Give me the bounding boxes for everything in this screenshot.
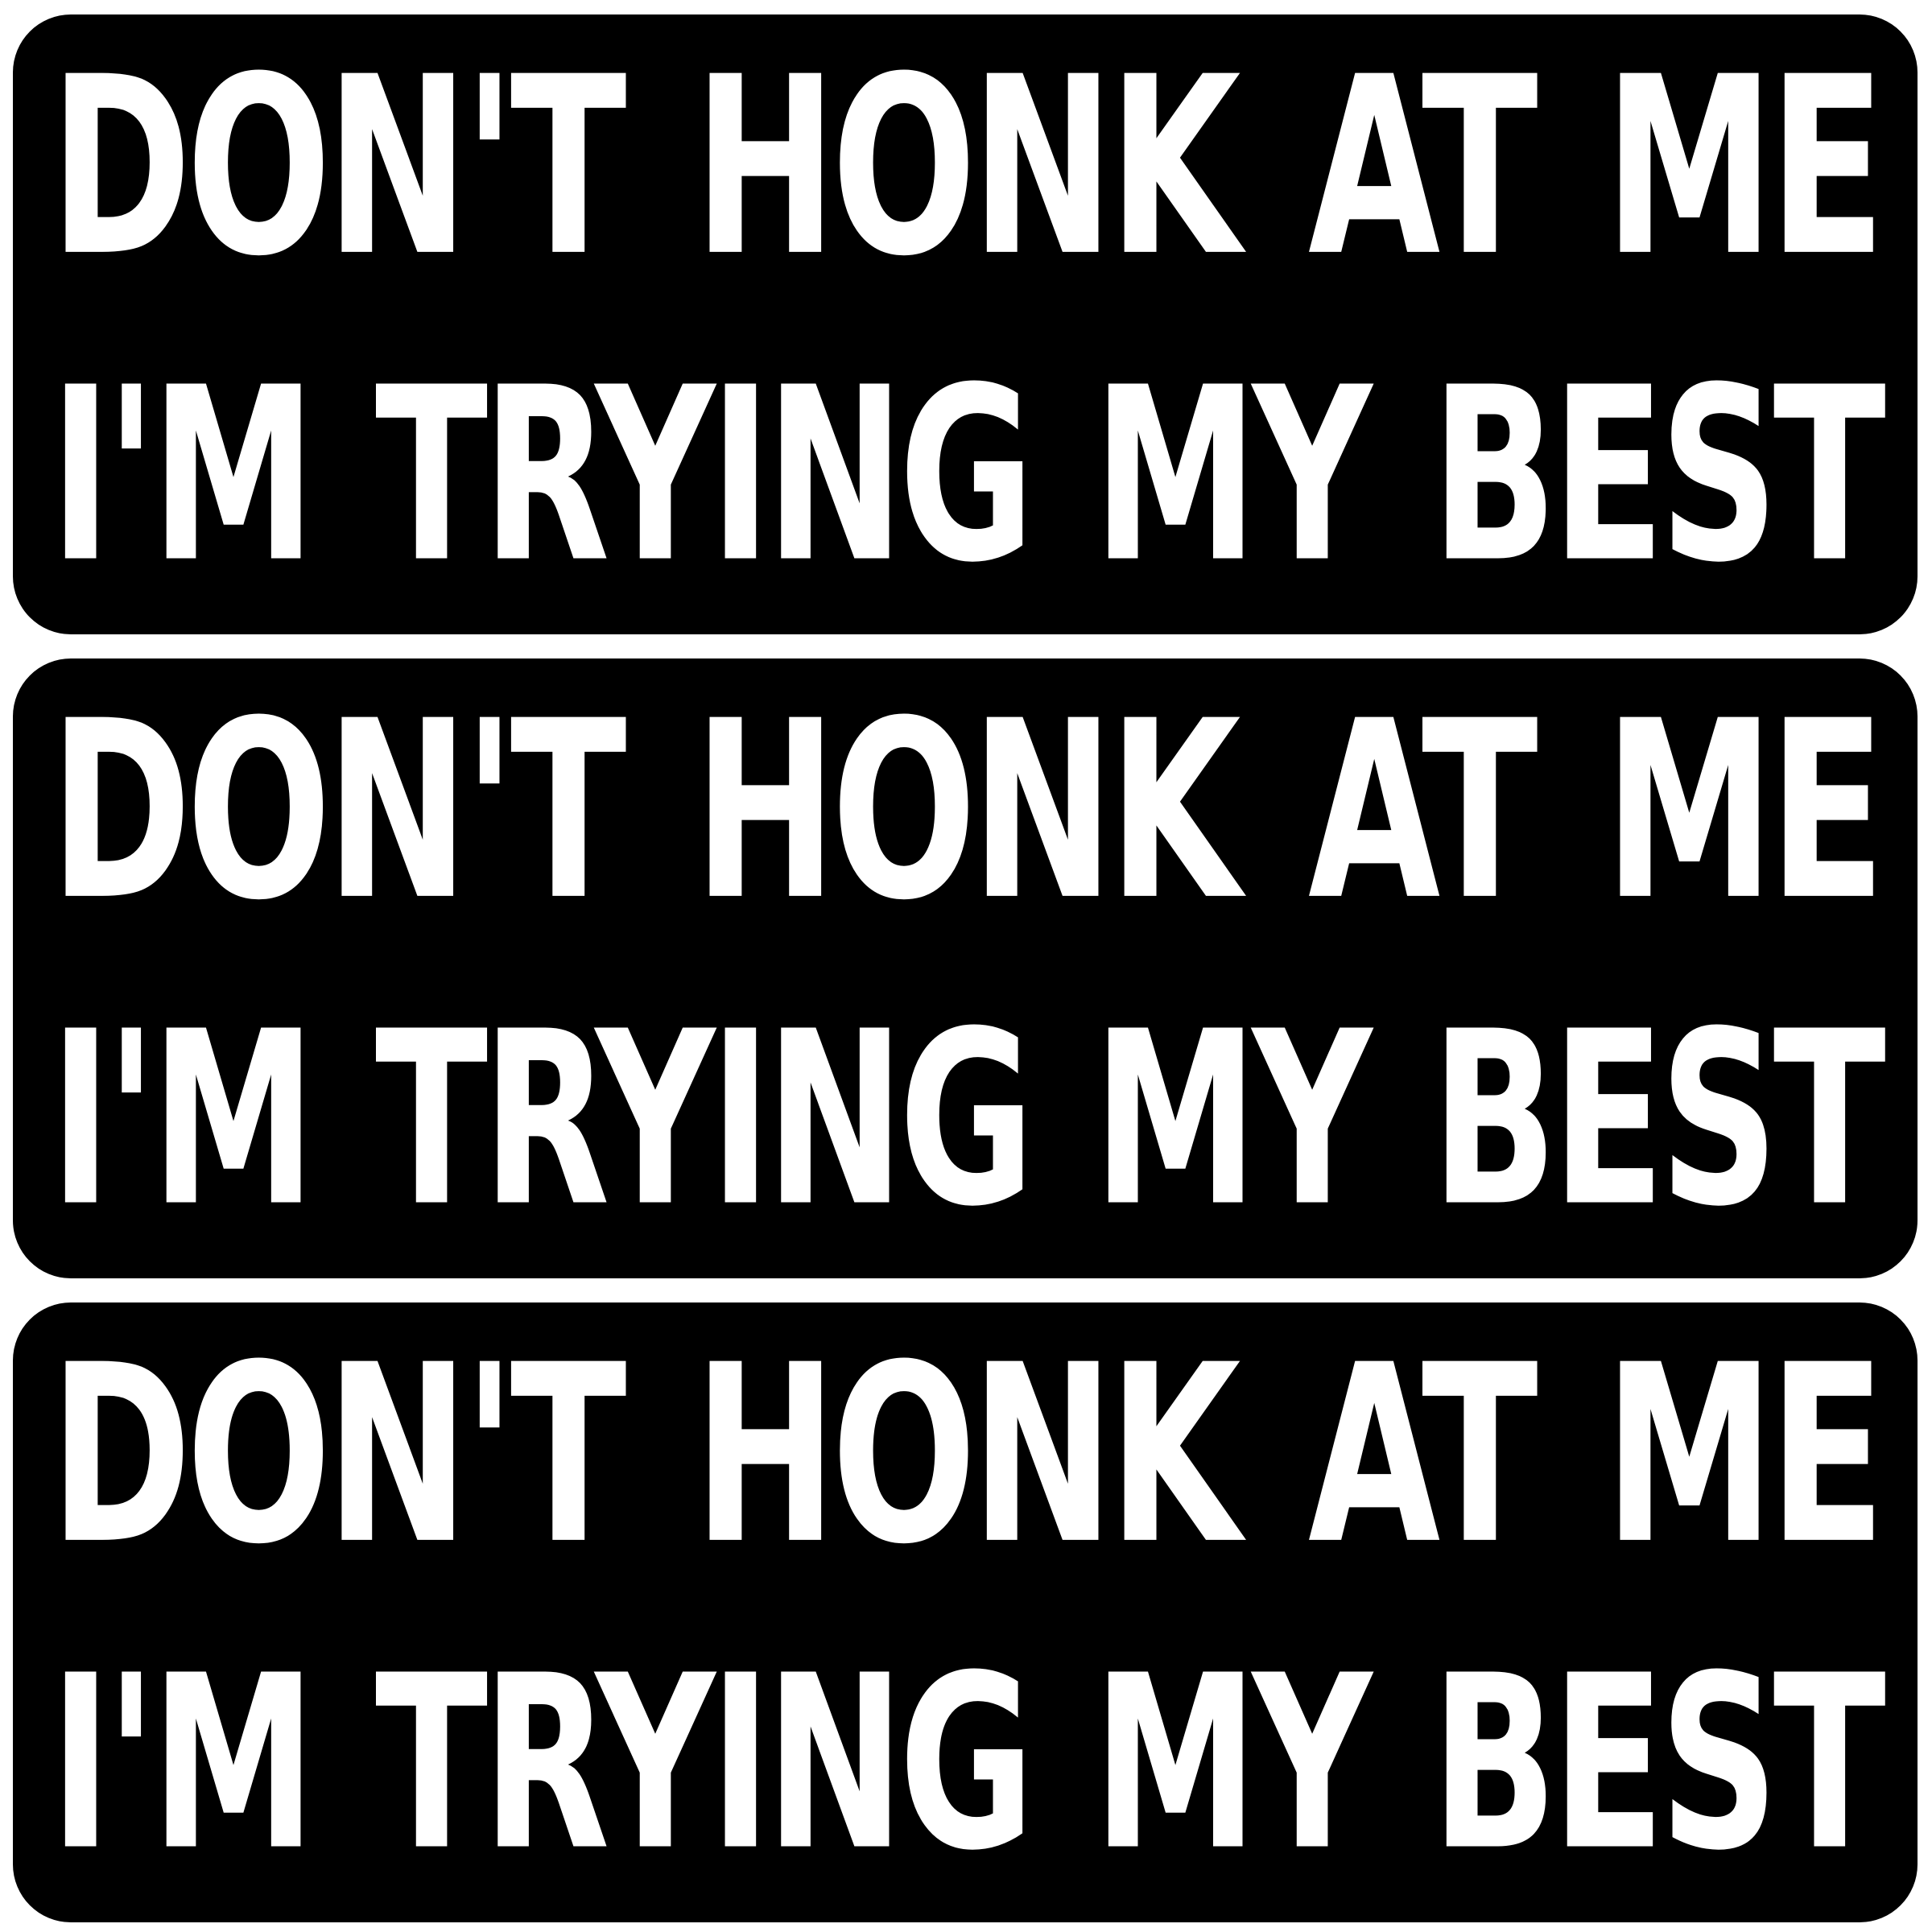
- word-at: AT: [1307, 23, 1533, 310]
- word-at: AT: [1307, 667, 1533, 954]
- sticker-line-top: [50, 23, 1880, 310]
- word-my: MY: [1093, 1624, 1367, 1904]
- word-dont: DON'T: [50, 23, 621, 310]
- sticker-line-bottom: [50, 336, 1880, 616]
- word-trying: TRYING: [374, 980, 1030, 1260]
- word-me: ME: [1604, 23, 1880, 310]
- word-me: ME: [1604, 667, 1880, 954]
- word-my: MY: [1093, 980, 1367, 1260]
- sticker-line-bottom: [50, 980, 1880, 1260]
- word-best: BEST: [1430, 980, 1880, 1260]
- bumper-sticker-3: [13, 1302, 1918, 1922]
- word-trying: TRYING: [374, 1624, 1030, 1904]
- word-my: MY: [1093, 336, 1367, 616]
- word-honk: HONK: [693, 667, 1236, 954]
- word-trying: TRYING: [374, 336, 1030, 616]
- word-at: AT: [1307, 1311, 1533, 1598]
- sticker-line-bottom: [50, 1624, 1880, 1904]
- bumper-sticker-1: [13, 14, 1918, 634]
- word-best: BEST: [1430, 1624, 1880, 1904]
- word-im: I'M: [50, 980, 311, 1260]
- sticker-line-top: [50, 667, 1880, 954]
- word-honk: HONK: [693, 23, 1236, 310]
- word-honk: HONK: [693, 1311, 1236, 1598]
- sticker-line-top: [50, 1311, 1880, 1598]
- word-im: I'M: [50, 1624, 311, 1904]
- word-dont: DON'T: [50, 1311, 621, 1598]
- bumper-sticker-2: [13, 658, 1918, 1278]
- word-best: BEST: [1430, 336, 1880, 616]
- word-im: I'M: [50, 336, 311, 616]
- word-me: ME: [1604, 1311, 1880, 1598]
- word-dont: DON'T: [50, 667, 621, 954]
